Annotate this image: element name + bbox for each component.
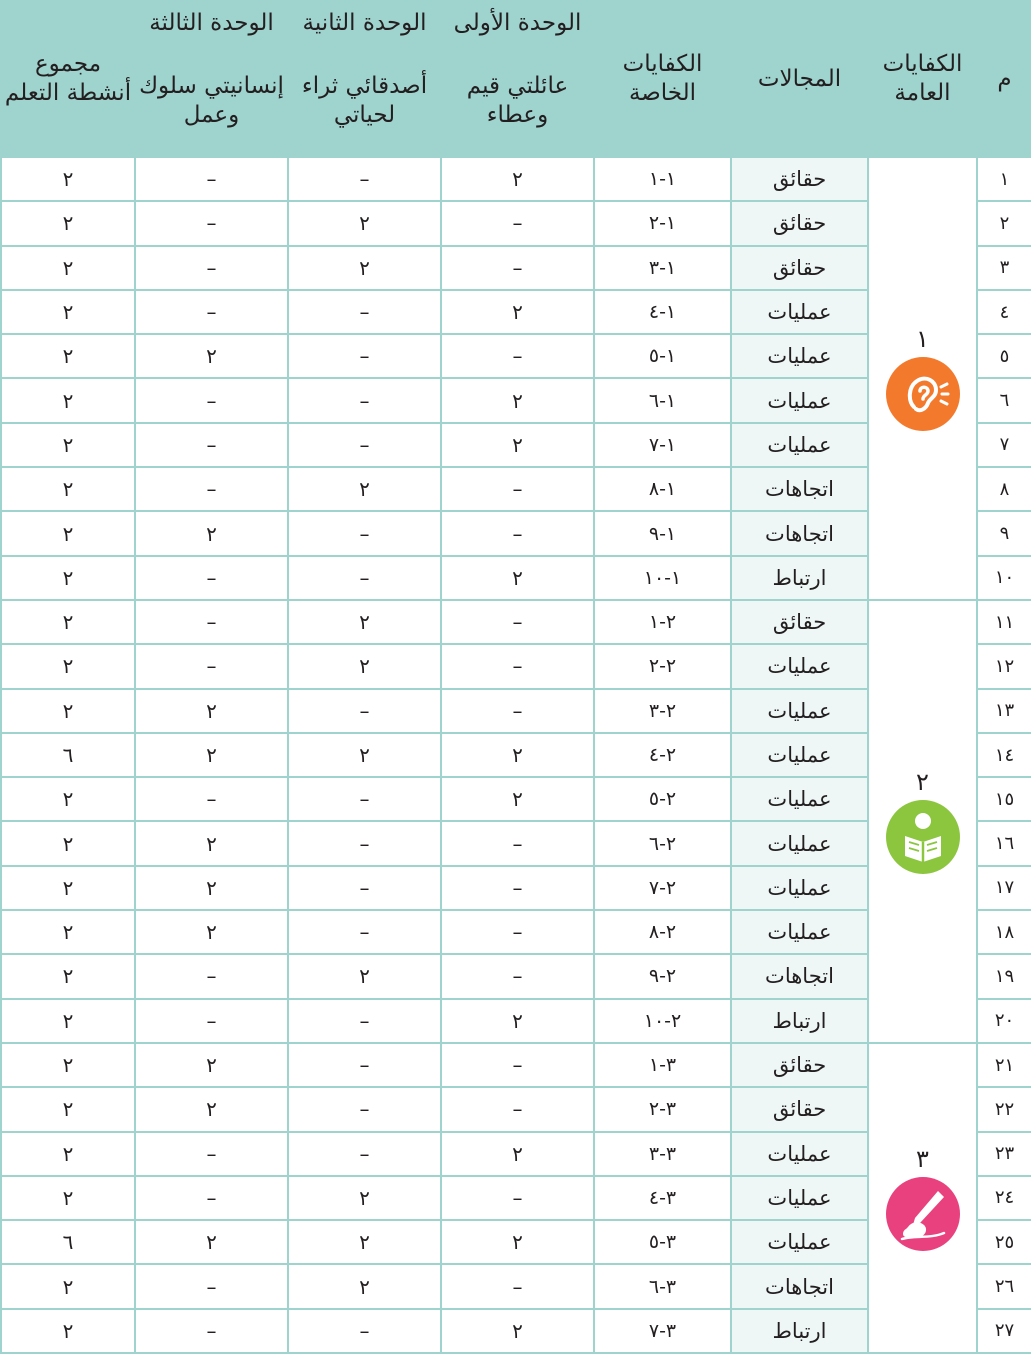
row-index: ١٨ bbox=[977, 910, 1031, 954]
unit-1-cell: ٢ bbox=[441, 733, 594, 777]
row-index: ٤ bbox=[977, 290, 1031, 334]
unit-1-cell: – bbox=[441, 511, 594, 555]
unit-1-cell: – bbox=[441, 467, 594, 511]
unit-3-cell: – bbox=[135, 246, 288, 290]
specific-competency-cell: ٢-٤ bbox=[594, 733, 731, 777]
row-index: ٢٧ bbox=[977, 1309, 1031, 1353]
unit-1-cell: – bbox=[441, 689, 594, 733]
general-competency-number: ٣ bbox=[916, 1144, 929, 1173]
specific-competency-cell: ١-٧ bbox=[594, 423, 731, 467]
header-unit-1-title: عائلتي قيم وعطاء bbox=[441, 45, 594, 157]
domain-cell: حقائق bbox=[731, 246, 868, 290]
unit-1-cell: ٢ bbox=[441, 1309, 594, 1353]
domain-cell: عمليات bbox=[731, 689, 868, 733]
unit-3-cell: ٢ bbox=[135, 689, 288, 733]
header-unit-3-title: إنسانيتي سلوك وعمل bbox=[135, 45, 288, 157]
unit-2-cell: – bbox=[288, 1043, 441, 1087]
unit-2-cell: ٢ bbox=[288, 1176, 441, 1220]
total-cell: ٢ bbox=[1, 1087, 135, 1131]
unit-2-cell: – bbox=[288, 821, 441, 865]
unit-3-cell: – bbox=[135, 423, 288, 467]
writing-hand-icon bbox=[886, 1177, 960, 1251]
domain-cell: عمليات bbox=[731, 1176, 868, 1220]
domain-cell: حقائق bbox=[731, 1043, 868, 1087]
listening-ear-icon bbox=[886, 357, 960, 431]
unit-1-cell: ٢ bbox=[441, 556, 594, 600]
table-body bbox=[1, 157, 1031, 1353]
table-row bbox=[1, 1043, 1031, 1087]
general-competency-number: ٢ bbox=[916, 768, 929, 797]
total-cell: ٢ bbox=[1, 644, 135, 688]
row-index: ٧ bbox=[977, 423, 1031, 467]
unit-1-cell: ٢ bbox=[441, 423, 594, 467]
unit-2-cell: ٢ bbox=[288, 733, 441, 777]
unit-1-cell: ٢ bbox=[441, 999, 594, 1043]
unit-3-cell: – bbox=[135, 290, 288, 334]
unit-3-cell: – bbox=[135, 378, 288, 422]
general-competency-2 bbox=[868, 600, 977, 1043]
row-index: ١٢ bbox=[977, 644, 1031, 688]
unit-2-cell: ٢ bbox=[288, 467, 441, 511]
total-cell: ٢ bbox=[1, 866, 135, 910]
unit-3-cell: ٢ bbox=[135, 511, 288, 555]
unit-3-cell: – bbox=[135, 644, 288, 688]
unit-2-cell: ٢ bbox=[288, 954, 441, 998]
unit-1-cell: – bbox=[441, 910, 594, 954]
unit-1-cell: ٢ bbox=[441, 1132, 594, 1176]
header-unit-3: الوحدة الثالثة bbox=[135, 1, 288, 45]
domain-cell: عمليات bbox=[731, 644, 868, 688]
specific-competency-cell: ١-٤ bbox=[594, 290, 731, 334]
unit-3-cell: – bbox=[135, 556, 288, 600]
total-cell: ٢ bbox=[1, 246, 135, 290]
specific-competency-cell: ١-٥ bbox=[594, 334, 731, 378]
unit-3-cell: ٢ bbox=[135, 910, 288, 954]
unit-3-cell: – bbox=[135, 1132, 288, 1176]
unit-3-cell: – bbox=[135, 777, 288, 821]
unit-2-cell: – bbox=[288, 866, 441, 910]
unit-2-cell: – bbox=[288, 910, 441, 954]
unit-2-cell: – bbox=[288, 157, 441, 201]
unit-1-cell: – bbox=[441, 1264, 594, 1308]
domain-cell: ارتباط bbox=[731, 556, 868, 600]
unit-2-cell: – bbox=[288, 1087, 441, 1131]
unit-2-cell: – bbox=[288, 334, 441, 378]
total-cell: ٢ bbox=[1, 467, 135, 511]
unit-3-cell: – bbox=[135, 1176, 288, 1220]
general-competency-number: ١ bbox=[916, 325, 929, 354]
unit-3-cell: – bbox=[135, 201, 288, 245]
header-specific-competencies: الكفايات الخاصة bbox=[594, 1, 731, 157]
total-cell: ٢ bbox=[1, 423, 135, 467]
unit-1-cell: ٢ bbox=[441, 290, 594, 334]
domain-cell: اتجاهات bbox=[731, 954, 868, 998]
unit-2-cell: – bbox=[288, 999, 441, 1043]
total-cell: ٢ bbox=[1, 999, 135, 1043]
domain-cell: اتجاهات bbox=[731, 1264, 868, 1308]
total-cell: ٢ bbox=[1, 511, 135, 555]
unit-3-cell: – bbox=[135, 999, 288, 1043]
unit-1-cell: – bbox=[441, 1087, 594, 1131]
specific-competency-cell: ٣-٤ bbox=[594, 1176, 731, 1220]
unit-3-cell: – bbox=[135, 1264, 288, 1308]
unit-1-cell: – bbox=[441, 334, 594, 378]
unit-3-cell: ٢ bbox=[135, 1220, 288, 1264]
header-general-competencies: الكفايات العامة bbox=[868, 1, 977, 157]
specific-competency-cell: ١-٣ bbox=[594, 246, 731, 290]
specific-competency-cell: ٢-٣ bbox=[594, 689, 731, 733]
row-index: ٨ bbox=[977, 467, 1031, 511]
row-index: ٢٢ bbox=[977, 1087, 1031, 1131]
specific-competency-cell: ٢-١ bbox=[594, 600, 731, 644]
table-row bbox=[1, 157, 1031, 201]
total-cell: ٢ bbox=[1, 821, 135, 865]
unit-2-cell: – bbox=[288, 423, 441, 467]
domain-cell: حقائق bbox=[731, 1087, 868, 1131]
unit-3-cell: – bbox=[135, 600, 288, 644]
unit-1-cell: – bbox=[441, 600, 594, 644]
unit-2-cell: – bbox=[288, 1132, 441, 1176]
specific-competency-cell: ٣-٣ bbox=[594, 1132, 731, 1176]
unit-3-cell: – bbox=[135, 467, 288, 511]
total-cell: ٦ bbox=[1, 733, 135, 777]
row-index: ١ bbox=[977, 157, 1031, 201]
row-index: ٦ bbox=[977, 378, 1031, 422]
specific-competency-cell: ٢-٩ bbox=[594, 954, 731, 998]
domain-cell: عمليات bbox=[731, 378, 868, 422]
unit-2-cell: ٢ bbox=[288, 246, 441, 290]
domain-cell: عمليات bbox=[731, 733, 868, 777]
unit-1-cell: ٢ bbox=[441, 378, 594, 422]
domain-cell: عمليات bbox=[731, 423, 868, 467]
unit-2-cell: – bbox=[288, 1309, 441, 1353]
specific-competency-cell: ٢-١٠ bbox=[594, 999, 731, 1043]
unit-1-cell: ٢ bbox=[441, 777, 594, 821]
specific-competency-cell: ٣-٧ bbox=[594, 1309, 731, 1353]
unit-1-cell: – bbox=[441, 201, 594, 245]
specific-competency-cell: ٢-٦ bbox=[594, 821, 731, 865]
unit-3-cell: ٢ bbox=[135, 821, 288, 865]
row-index: ٩ bbox=[977, 511, 1031, 555]
unit-2-cell: – bbox=[288, 290, 441, 334]
specific-competency-cell: ١-١٠ bbox=[594, 556, 731, 600]
row-index: ١٥ bbox=[977, 777, 1031, 821]
domain-cell: حقائق bbox=[731, 157, 868, 201]
unit-1-cell: – bbox=[441, 954, 594, 998]
reading-person-icon bbox=[886, 800, 960, 874]
unit-2-cell: – bbox=[288, 777, 441, 821]
row-index: ١٦ bbox=[977, 821, 1031, 865]
unit-2-cell: – bbox=[288, 511, 441, 555]
specific-competency-cell: ١-٢ bbox=[594, 201, 731, 245]
specific-competency-cell: ١-١ bbox=[594, 157, 731, 201]
domain-cell: ارتباط bbox=[731, 1309, 868, 1353]
total-cell: ٢ bbox=[1, 378, 135, 422]
row-index: ١١ bbox=[977, 600, 1031, 644]
total-cell: ٢ bbox=[1, 201, 135, 245]
total-cell: ٢ bbox=[1, 777, 135, 821]
specific-competency-cell: ١-٦ bbox=[594, 378, 731, 422]
specific-competency-cell: ٢-٥ bbox=[594, 777, 731, 821]
unit-2-cell: – bbox=[288, 556, 441, 600]
row-index: ١٤ bbox=[977, 733, 1031, 777]
unit-3-cell: ٢ bbox=[135, 733, 288, 777]
specific-competency-cell: ٢-٢ bbox=[594, 644, 731, 688]
specific-competency-cell: ٣-٢ bbox=[594, 1087, 731, 1131]
domain-cell: اتجاهات bbox=[731, 467, 868, 511]
domain-cell: عمليات bbox=[731, 910, 868, 954]
header-unit-1: الوحدة الأولى bbox=[441, 1, 594, 45]
unit-3-cell: – bbox=[135, 157, 288, 201]
row-index: ١٠ bbox=[977, 556, 1031, 600]
specific-competency-cell: ١-٨ bbox=[594, 467, 731, 511]
total-cell: ٦ bbox=[1, 1220, 135, 1264]
domain-cell: عمليات bbox=[731, 1132, 868, 1176]
general-competency-1 bbox=[868, 157, 977, 600]
unit-2-cell: – bbox=[288, 378, 441, 422]
unit-3-cell: ٢ bbox=[135, 1043, 288, 1087]
total-cell: ٢ bbox=[1, 334, 135, 378]
header-index: م bbox=[977, 1, 1031, 157]
domain-cell: عمليات bbox=[731, 290, 868, 334]
total-cell: ٢ bbox=[1, 1264, 135, 1308]
total-cell: ٢ bbox=[1, 157, 135, 201]
general-competency-3 bbox=[868, 1043, 977, 1353]
unit-1-cell: – bbox=[441, 821, 594, 865]
unit-2-cell: – bbox=[288, 689, 441, 733]
unit-1-cell: ٢ bbox=[441, 1220, 594, 1264]
specific-competency-cell: ٣-٦ bbox=[594, 1264, 731, 1308]
domain-cell: اتجاهات bbox=[731, 511, 868, 555]
domain-cell: عمليات bbox=[731, 1220, 868, 1264]
row-index: ١٩ bbox=[977, 954, 1031, 998]
domain-cell: حقائق bbox=[731, 600, 868, 644]
total-cell: ٢ bbox=[1, 1176, 135, 1220]
total-cell: ٢ bbox=[1, 1043, 135, 1087]
row-index: ٢٤ bbox=[977, 1176, 1031, 1220]
unit-3-cell: ٢ bbox=[135, 866, 288, 910]
total-cell: ٢ bbox=[1, 1132, 135, 1176]
unit-3-cell: – bbox=[135, 954, 288, 998]
unit-1-cell: – bbox=[441, 246, 594, 290]
domain-cell: عمليات bbox=[731, 777, 868, 821]
row-index: ٣ bbox=[977, 246, 1031, 290]
unit-1-cell: ٢ bbox=[441, 157, 594, 201]
specific-competency-cell: ٢-٧ bbox=[594, 866, 731, 910]
specific-competency-cell: ٣-٥ bbox=[594, 1220, 731, 1264]
total-cell: ٢ bbox=[1, 1309, 135, 1353]
header-domains: المجالات bbox=[731, 1, 868, 157]
specific-competency-cell: ٣-١ bbox=[594, 1043, 731, 1087]
header-unit-2: الوحدة الثانية bbox=[288, 1, 441, 45]
table-row bbox=[1, 600, 1031, 644]
unit-2-cell: ٢ bbox=[288, 600, 441, 644]
specific-competency-cell: ١-٩ bbox=[594, 511, 731, 555]
row-index: ١٧ bbox=[977, 866, 1031, 910]
row-index: ٢ bbox=[977, 201, 1031, 245]
unit-1-cell: – bbox=[441, 644, 594, 688]
total-cell: ٢ bbox=[1, 954, 135, 998]
row-index: ٢٣ bbox=[977, 1132, 1031, 1176]
total-cell: ٢ bbox=[1, 689, 135, 733]
total-cell: ٢ bbox=[1, 910, 135, 954]
unit-2-cell: ٢ bbox=[288, 1220, 441, 1264]
domain-cell: عمليات bbox=[731, 334, 868, 378]
row-index: ٥ bbox=[977, 334, 1031, 378]
unit-1-cell: – bbox=[441, 866, 594, 910]
row-index: ٢١ bbox=[977, 1043, 1031, 1087]
unit-2-cell: ٢ bbox=[288, 201, 441, 245]
unit-3-cell: ٢ bbox=[135, 1087, 288, 1131]
total-cell: ٢ bbox=[1, 290, 135, 334]
domain-cell: حقائق bbox=[731, 201, 868, 245]
unit-1-cell: – bbox=[441, 1043, 594, 1087]
unit-3-cell: – bbox=[135, 1309, 288, 1353]
total-cell: ٢ bbox=[1, 556, 135, 600]
domain-cell: ارتباط bbox=[731, 999, 868, 1043]
domain-cell: عمليات bbox=[731, 866, 868, 910]
unit-1-cell: – bbox=[441, 1176, 594, 1220]
specific-competency-cell: ٢-٨ bbox=[594, 910, 731, 954]
total-cell: ٢ bbox=[1, 600, 135, 644]
row-index: ٢٥ bbox=[977, 1220, 1031, 1264]
row-index: ١٣ bbox=[977, 689, 1031, 733]
domain-cell: عمليات bbox=[731, 821, 868, 865]
header-total-activities: مجموع أنشطة التعلم bbox=[1, 1, 135, 157]
unit-2-cell: ٢ bbox=[288, 644, 441, 688]
row-index: ٢٠ bbox=[977, 999, 1031, 1043]
header-unit-2-title: أصدقائي ثراء لحياتي bbox=[288, 45, 441, 157]
unit-2-cell: ٢ bbox=[288, 1264, 441, 1308]
unit-3-cell: ٢ bbox=[135, 334, 288, 378]
row-index: ٢٦ bbox=[977, 1264, 1031, 1308]
